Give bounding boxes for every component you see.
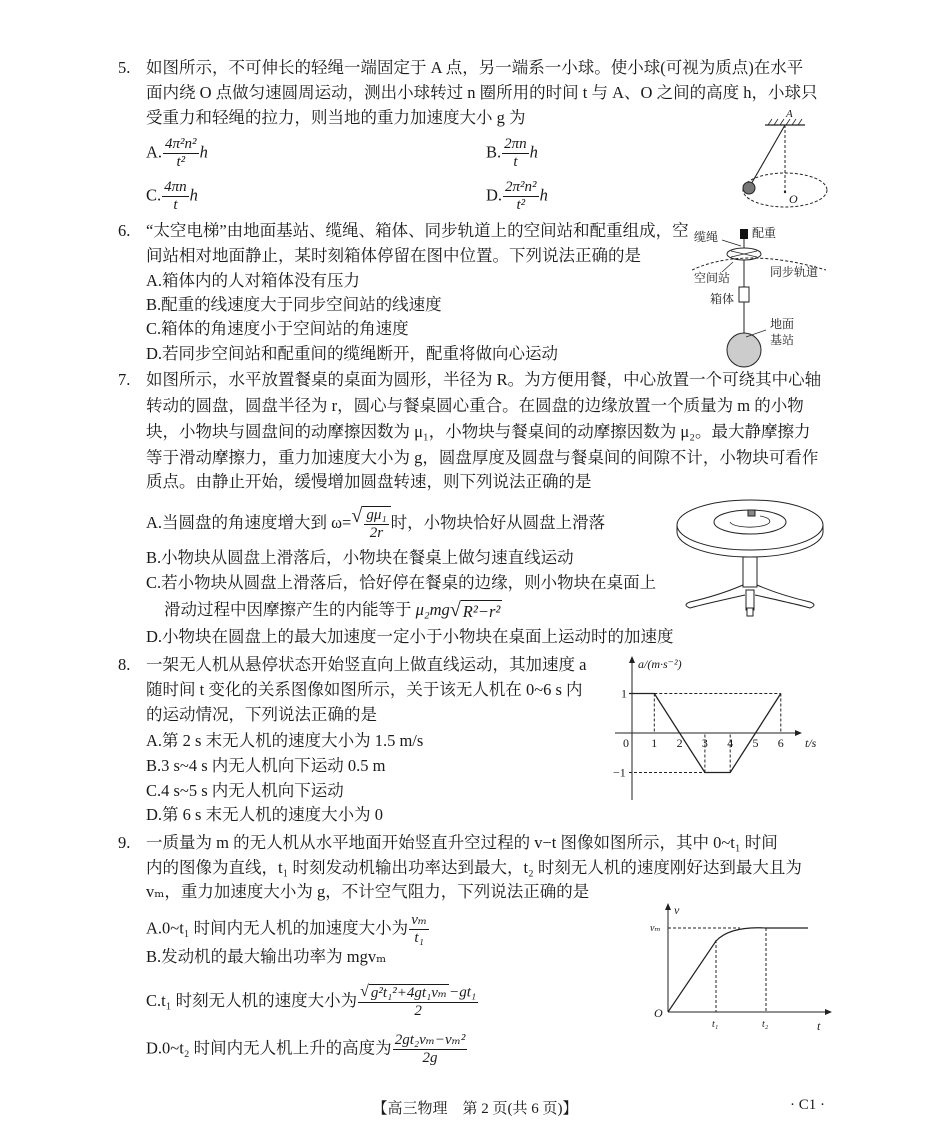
option-label: C. bbox=[146, 185, 162, 205]
q7-number: 7. bbox=[118, 370, 131, 389]
x-tick-label: 0 bbox=[623, 736, 629, 750]
q9-number: 9. bbox=[118, 833, 131, 852]
q6-option-a[interactable]: A.箱体内的人对箱体没有压力 bbox=[146, 271, 361, 290]
q7-option-a[interactable]: A.当圆盘的角速度增大到 ω= √ $\frac{\text{gμ₁}}{2r}$ 时，小物块恰好从圆盘上滑落 bbox=[146, 505, 606, 541]
q7-option-c-continued: 滑动过程中因摩擦产生的内能等于 μ₂mg √ R²−r² bbox=[164, 598, 501, 621]
q9-stem-line: vₘ，重力加速度大小为 g，不计空气阻力，下列说法正确的是 bbox=[146, 882, 590, 901]
fraction: $\frac{\text{2π²n²}}{\text{t²}}$ bbox=[505, 179, 537, 213]
station-label: 空间站 bbox=[694, 271, 731, 285]
option-label: A. bbox=[146, 142, 163, 162]
q8-stem-line: 随时间 t 变化的关系图像如图所示，关于该无人机在 0~6 s 内 bbox=[146, 680, 583, 699]
q7-stem-line: 如图所示，水平放置餐桌的桌面为圆形，半径为 R。为方便用餐，中心放置一个可绕其中心轴 bbox=[146, 370, 822, 389]
cabin-label: 箱体 bbox=[710, 292, 735, 306]
x-axis-label: t/s bbox=[805, 736, 817, 750]
page-footer: 【高三物理 第 2 页(共 6 页)】 bbox=[372, 1101, 578, 1117]
q8-option-b[interactable]: B.3 s~4 s 内无人机向下运动 0.5 m bbox=[146, 756, 386, 775]
q9-option-c[interactable]: C.t₁ 时刻无人机的速度大小为 √ g²t₁²+4gt₁vₘ −gt₁ 2 bbox=[146, 983, 477, 1019]
option-label: B. bbox=[486, 142, 502, 162]
q8-option-c[interactable]: C.4 s~5 s 内无人机向下运动 bbox=[146, 781, 344, 800]
q6-stem-line: “太空电梯”由地面基站、缆绳、箱体、同步轨道上的空间站和配重组成，空 bbox=[146, 221, 689, 240]
q5-number: 5. bbox=[118, 58, 131, 77]
q9-option-b[interactable]: B.发动机的最大输出功率为 mgvₘ bbox=[146, 947, 387, 966]
q7-option-b[interactable]: B.小物块从圆盘上滑落后，小物块在餐桌上做匀速直线运动 bbox=[146, 548, 574, 567]
orbit-label: 同步轨道 bbox=[770, 265, 819, 279]
q6-option-c[interactable]: C.箱体的角速度小于空间站的角速度 bbox=[146, 319, 409, 338]
q7-stem-line: 块，小物块与圆盘间的动摩擦因数为 μ₁，小物块与餐桌间的动摩擦因数为 μ₂。最大静摩擦力 bbox=[146, 422, 811, 441]
fraction: $\frac{4\pi n}{t}$ bbox=[164, 179, 187, 213]
vm-label: vₘ bbox=[650, 923, 661, 934]
q5-option-a[interactable]: A. $\frac{\text{4π²n²}}{\text{t²}}$ h bbox=[146, 136, 208, 170]
cable-label: 缆绳 bbox=[694, 230, 719, 244]
paper-code: · C1 · bbox=[790, 1097, 825, 1113]
t2-label: t₂ bbox=[762, 1019, 769, 1030]
y-tick-label: 1 bbox=[621, 686, 627, 701]
q9-stem-line: 内的图像为直线，t₁ 时刻发动机输出功率达到最大，t₂ 时刻无人机的速度刚好达到最大且为 bbox=[146, 858, 802, 877]
q6-option-d[interactable]: D.若同步空间站和配重间的缆绳断开，配重将做向心运动 bbox=[146, 344, 559, 363]
q8-stem-line: 的运动情况，下列说法正确的是 bbox=[146, 705, 377, 724]
x-tick-label: 6 bbox=[777, 736, 784, 750]
q6-stem-line: 间站相对地面静止，某时刻箱体停留在图中位置。下列说法正确的是 bbox=[146, 246, 641, 265]
q7-stem-line: 转动的圆盘，圆盘半径为 r，圆心与餐桌圆心重合。在圆盘的边缘放置一个质量为 m 的小物 bbox=[146, 396, 804, 415]
q5-option-d[interactable]: D. $\frac{\text{2π²n²}}{\text{t²}}$ h bbox=[486, 179, 548, 213]
q5-stem-line: 受重力和轻绳的拉力，则当地的重力加速度大小 g 为 bbox=[146, 108, 526, 127]
q5-option-b[interactable]: B. $\frac{2\pi n}{t}$ h bbox=[486, 136, 538, 170]
counterweight-label: 配重 bbox=[752, 226, 777, 240]
fraction: $\frac{2\pi n}{t}$ bbox=[504, 136, 527, 170]
velocity-curve bbox=[668, 928, 808, 1012]
q9-option-a[interactable]: A.0~t₁ 时间内无人机的加速度大小为 $\frac{\text{vₘ}}{\text{t₁}}$ bbox=[146, 912, 428, 946]
q8-number: 8. bbox=[118, 655, 131, 674]
q5-stem-line: 面内绕 O 点做匀速圆周运动，测出小球转过 n 圈所用的时间 t 与 A、O 之间的高度 h，小球只 bbox=[146, 83, 818, 102]
y-axis-label: v bbox=[674, 903, 680, 917]
ground-label-2: 基站 bbox=[770, 333, 795, 347]
y-axis-label: a/(m·s⁻²) bbox=[638, 657, 682, 671]
sqrt-expression: √ $\frac{\text{gμ₁}}{2r}$ bbox=[351, 506, 390, 542]
point-a-label: A bbox=[786, 108, 793, 120]
q8-stem-line: 一架无人机从悬停状态开始竖直向上做直线运动，其加速度 a bbox=[146, 655, 587, 674]
q5-stem-line: 如图所示，不可伸长的轻绳一端固定于 A 点，另一端系一小球。使小球(可视为质点)在水平 bbox=[146, 58, 804, 77]
q7-stem-line: 质点。由静止开始，缓慢增加圆盘转速，则下列说法正确的是 bbox=[146, 472, 592, 491]
ground-label-1: 地面 bbox=[770, 317, 795, 331]
q6-number: 6. bbox=[118, 221, 131, 240]
x-axis-label: t bbox=[817, 1019, 821, 1033]
q5-option-c[interactable]: C. $\frac{4\pi n}{t}$ h bbox=[146, 179, 198, 213]
q6-option-b[interactable]: B.配重的线速度大于同步空间站的线速度 bbox=[146, 295, 442, 314]
q9-option-d[interactable]: D.0~t₂ 时间内无人机上升的高度为 $\frac{\text{2gt₂vₘ−vₘ²}}{2g}$ bbox=[146, 1032, 466, 1066]
q7-option-d[interactable]: D.小物块在圆盘上的最大加速度一定小于小物块在桌面上运动时的加速度 bbox=[146, 627, 674, 646]
option-label: D. bbox=[486, 185, 503, 205]
point-o-label: O bbox=[789, 192, 798, 206]
x-tick-label: 4 bbox=[727, 736, 734, 750]
origin-label: O bbox=[654, 1006, 663, 1020]
x-tick-label: 5 bbox=[752, 736, 759, 750]
q7-stem-line: 等于滑动摩擦力，重力加速度大小为 g，圆盘厚度及圆盘与餐桌间的间隙不计，小物块可看作 bbox=[146, 448, 819, 467]
q8-option-d[interactable]: D.第 6 s 末无人机的速度大小为 0 bbox=[146, 805, 383, 824]
t1-label: t₁ bbox=[712, 1019, 719, 1030]
x-tick-label: 1 bbox=[651, 736, 658, 750]
q9-stem-line: 一质量为 m 的无人机从水平地面开始竖直升空过程的 v−t 图像如图所示，其中 0~t₁ 时间 bbox=[146, 833, 778, 852]
q8-option-a[interactable]: A.第 2 s 末无人机的速度大小为 1.5 m/s bbox=[146, 731, 424, 750]
x-tick-label: 3 bbox=[701, 736, 708, 750]
q7-option-c[interactable]: C.若小物块从圆盘上滑落后，恰好停在餐桌的边缘，则小物块在桌面上 bbox=[146, 573, 657, 592]
fraction: $\frac{\text{4π²n²}}{\text{t²}}$ bbox=[165, 136, 197, 170]
x-tick-label: 2 bbox=[676, 736, 683, 750]
y-tick-label: −1 bbox=[613, 765, 626, 780]
